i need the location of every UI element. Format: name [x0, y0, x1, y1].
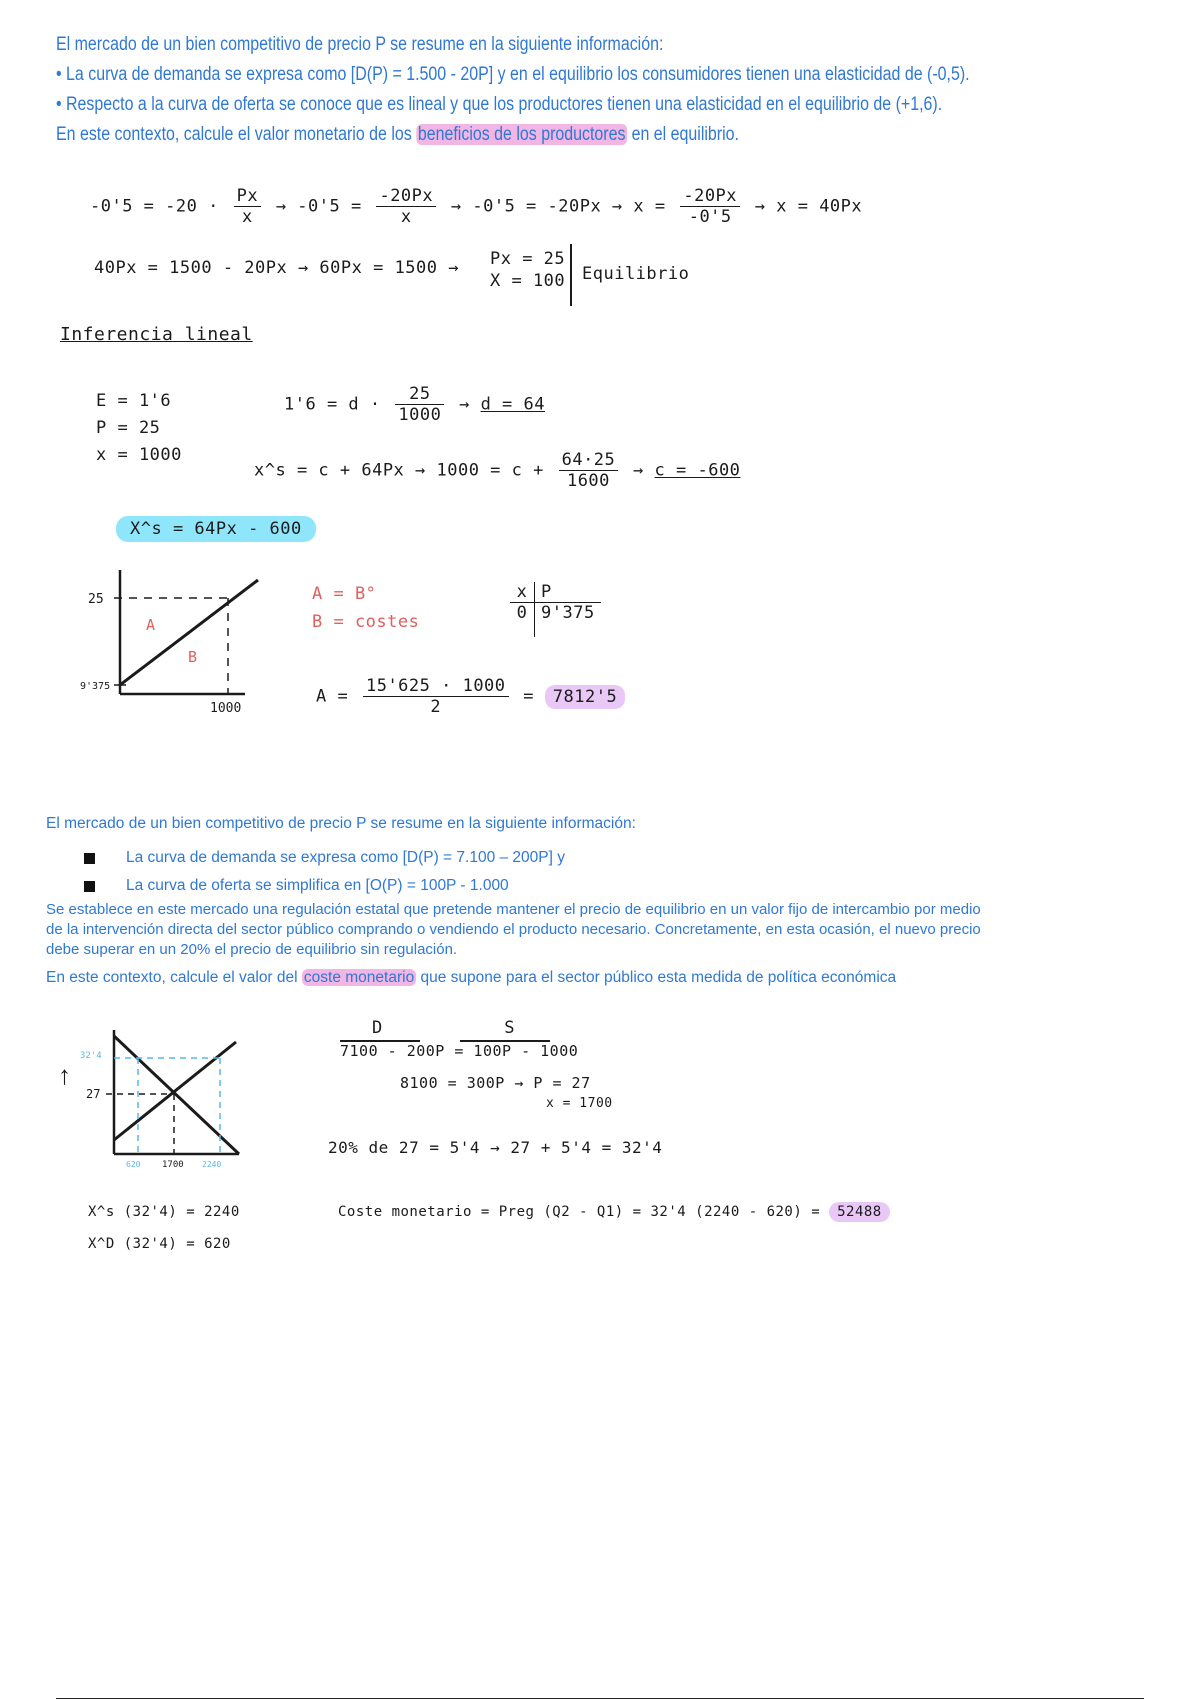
result-d: d = 64	[480, 394, 545, 415]
problem1-line-1: El mercado de un bien competitivo de precio P se resume en la siguiente información:	[56, 34, 664, 55]
problem2-paragraph: Se establece en este mercado una regulación estatal que pretende mantener el precio de equilibrio en un valor fijo de intercambio por medio de la intervención directa del sector público comprando o vendiendo el producto necesario. Concretamente, en esta ocasión, el nuevo precio debe superar en un 20% el precio de equilibrio sin regulación.	[46, 901, 981, 958]
price-floor-graph	[74, 1024, 254, 1174]
y-label-top: 25	[88, 592, 104, 607]
result-cost: 52488	[829, 1202, 890, 1222]
area-a-label: A	[146, 616, 156, 634]
area-calc: A = $\frac{15'625 \cdot 1000}{2}$ = 7812'5	[316, 676, 625, 717]
x-label: 1000	[210, 701, 242, 716]
section-title: Inferencia lineal	[60, 324, 253, 345]
bracket	[570, 244, 572, 306]
supply-at-price: X^s (32'4) = 2240	[88, 1204, 240, 1220]
equilibrium-eq: 7100 - 200P = 100P - 1000	[340, 1042, 579, 1060]
eq-headers: D S	[372, 1018, 515, 1038]
solve-eq: 8100 = 300P → P = 27	[400, 1074, 591, 1092]
producer-surplus-graph	[70, 560, 270, 720]
calc-c: x^s = c + 64Px → 1000 = c + $\frac{64\cdot 25}{1600}$ → c = -600	[254, 450, 741, 491]
equilibrium-values: Px = 25 X = 100	[490, 249, 566, 291]
supply-line	[114, 1042, 236, 1140]
given-values: E = 1'6 P = 25 x = 1000	[96, 391, 182, 465]
problem2-bullet-1: La curva de demanda se expresa como [D(P) = 7.100 – 200P] y	[126, 849, 565, 866]
x-label-qs: 2240	[202, 1160, 222, 1169]
area-b-label: B	[188, 648, 198, 666]
supply-line	[120, 580, 258, 685]
problem1-statement	[56, 30, 970, 150]
fraction: $\frac{64\cdot 25}{1600}$	[559, 450, 619, 491]
fraction: $\frac{25}{1000}$	[395, 384, 444, 425]
fraction: $\frac{-20Px}{-0'5}$	[680, 186, 740, 227]
bullet-marker	[84, 881, 95, 892]
problem1-question: En este contexto, calcule el valor monetario de los beneficios de los productores en el equilibrio.	[56, 124, 739, 145]
y-label-regulated: 32'4	[80, 1051, 102, 1061]
y-label-equilibrium: 27	[86, 1087, 101, 1101]
result-producer-surplus: 7812'5	[545, 685, 625, 709]
cost-calc: Coste monetario = Preg (Q2 - Q1) = 32'4 (2240 - 620) = 52488	[338, 1204, 890, 1220]
x-label-qd: 620	[126, 1160, 141, 1169]
equilibrium-label: Equilibrio	[582, 264, 690, 284]
result-c: c = -600	[654, 460, 741, 481]
solve-x: x = 1700	[546, 1096, 613, 1111]
highlight-beneficios: beneficios de los productores	[417, 124, 626, 145]
problem2-bullet-2: La curva de oferta se simplifica en [O(P) = 100P - 1.000	[126, 877, 509, 894]
fraction: $\frac{-20Px}{x}$	[376, 186, 436, 227]
problem1-line-2: • La curva de demanda se expresa como [D(P) = 1.500 - 20P] y en el equilibrio los consumidores tienen una elasticidad de (-0,5).	[56, 64, 970, 85]
supply-equation: X^s = 64Px - 600	[116, 516, 316, 542]
fraction: $\frac{Px}{x}$	[234, 186, 261, 227]
demand-at-price: X^D (32'4) = 620	[88, 1236, 231, 1252]
regulated-price-eq: 20% de 27 = 5'4 → 27 + 5'4 = 32'4	[328, 1138, 663, 1157]
problem1-line-3: • Respecto a la curva de oferta se conoce que es lineal y que los productores tienen una elasticidad en el equilibrio de (+1,6).	[56, 94, 943, 115]
equilibrium-step: 40Px = 1500 - 20Px → 60Px = 1500 →	[94, 258, 459, 278]
highlight-coste: coste monetario	[303, 969, 415, 986]
value-table: x P 0 9'375	[510, 582, 601, 637]
page-divider	[56, 1698, 1144, 1699]
y-label-bottom: 9'375	[80, 681, 111, 692]
x-label-eq: 1700	[162, 1160, 184, 1170]
elasticity-step: -0'5 = -20 · $\frac{Px}{x}$ → -0'5 = $\frac{-20Px}{x}$ → -0'5 = -20Px → x = $\frac{-20Px}{-0'5}$ → x = 40Px	[90, 186, 863, 227]
area-legend: A = B° B = costes	[312, 584, 420, 632]
up-arrow-icon: ↑	[58, 1060, 71, 1090]
fraction: $\frac{15'625 \cdot 1000}{2}$	[363, 676, 509, 717]
problem2-question: En este contexto, calcule el valor del coste monetario que supone para el sector público esta medida de política económica	[46, 969, 897, 986]
problem2-intro: El mercado de un bien competitivo de precio P se resume en la siguiente información:	[46, 815, 636, 832]
bullet-marker	[84, 853, 95, 864]
calc-d: 1'6 = d · $\frac{25}{1000}$ → d = 64	[284, 384, 545, 425]
